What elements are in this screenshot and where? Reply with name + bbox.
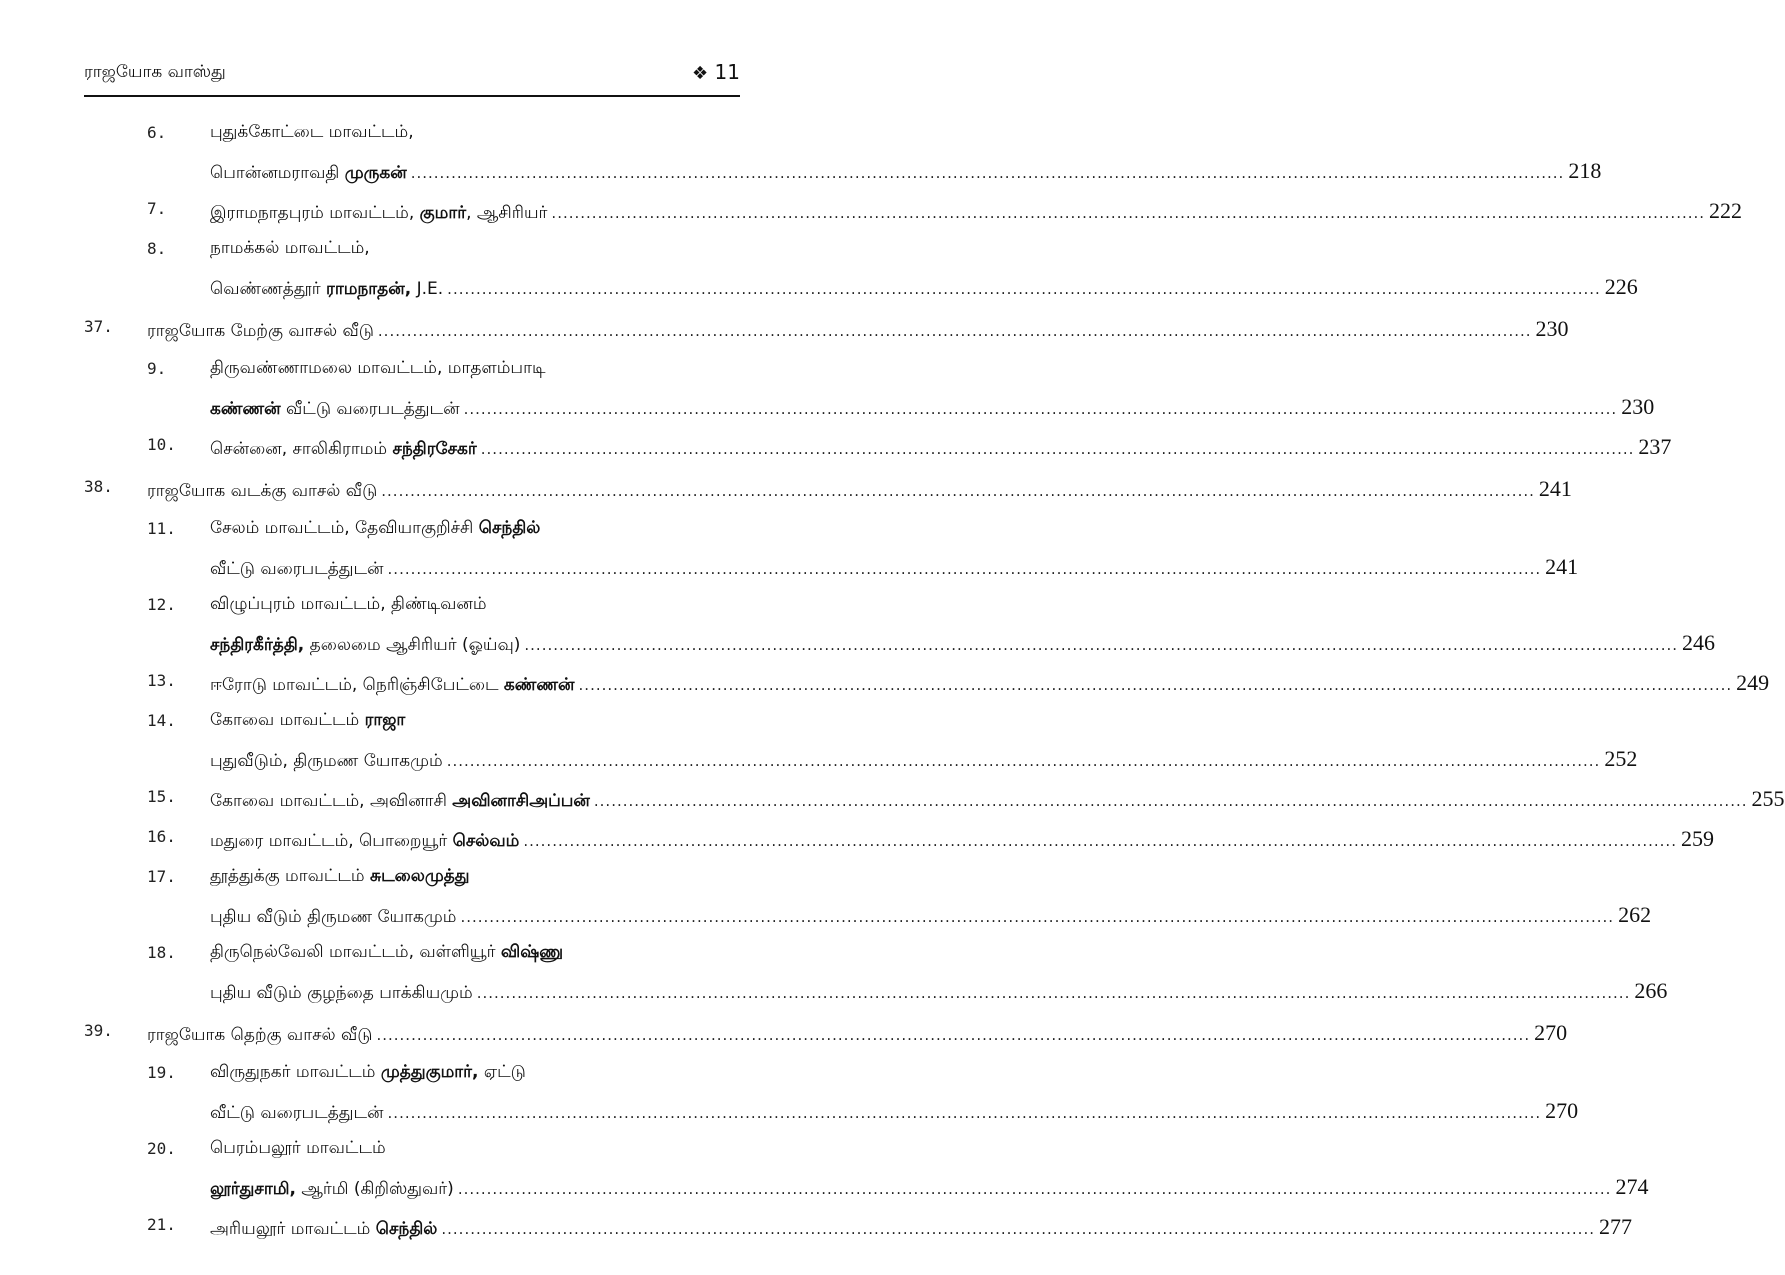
toc-section-entry (0, 118, 1602, 194)
entry-text: விருதுநகர் மாவட்டம் (210, 1062, 381, 1082)
entry-with-page (210, 786, 1785, 813)
entry-name-bold: சுடலைமுத்து (370, 866, 470, 886)
entry-text: ராஜயோக வடக்கு வாசல் வீடு (147, 481, 378, 501)
entry-name-bold: சந்திரசேகர் (392, 439, 477, 459)
entry-text: புதிய வீடும் திருமண யோகமும் (210, 907, 457, 927)
toc-line (0, 1134, 825, 1170)
page-reference: 246 (1682, 630, 1716, 655)
toc-line (0, 1210, 1632, 1246)
toc-line (0, 270, 1638, 306)
entry-name-bold: செல்வம் (452, 831, 520, 851)
entry-name-bold: செந்தில் (375, 1219, 438, 1239)
entry-title (210, 279, 443, 301)
dot-leader: ........................................................................................................................................................................................................ (551, 204, 1706, 222)
page-reference: 222 (1709, 198, 1743, 223)
entry-with-page (210, 1214, 1632, 1241)
entry-text: பெரம்பலூர் மாவட்டம் (210, 1138, 386, 1158)
toc-chapter-entry (0, 1016, 1568, 1058)
entry-title (210, 238, 370, 260)
dot-leader: ........................................................................................................................................................................................................ (387, 1104, 1542, 1122)
toc-line (0, 154, 1602, 190)
dot-leader: ........................................................................................................................................................................................................ (476, 984, 1631, 1002)
toc-section-entry (0, 862, 1652, 938)
dot-leader: ........................................................................................................................................................................................................ (447, 280, 1601, 298)
page-reference: 277 (1599, 1214, 1632, 1239)
entry-with-page (210, 554, 1579, 581)
entry-number: 37. (84, 317, 113, 336)
entry-title (210, 866, 470, 888)
entry-title (210, 907, 456, 929)
entry-title (210, 1219, 437, 1241)
toc-line (0, 822, 1714, 858)
entry-name-bold: ராஜா (364, 710, 406, 730)
entry-with-page (147, 476, 1572, 503)
entry-text: புதிய வீடும் குழந்தை பாக்கியமும் (210, 983, 473, 1003)
entry-number: 19. (147, 1063, 176, 1082)
page-reference: 252 (1604, 746, 1638, 771)
toc-section-entry (0, 782, 1785, 822)
toc-section-entry (0, 354, 1655, 430)
entry-name-bold: அவினாசிஅப்பன் (452, 791, 590, 811)
entry-number: 12. (147, 595, 176, 614)
toc-line (0, 312, 1569, 348)
entry-with-page (210, 434, 1672, 461)
entry-with-page (147, 1020, 1568, 1047)
entry-with-page (210, 670, 1770, 697)
dot-leader: ........................................................................................................................................................................................................ (578, 676, 1733, 694)
entry-title (210, 399, 460, 421)
toc-section-entry (0, 590, 1716, 666)
entry-with-page (210, 826, 1714, 853)
entry-title (147, 481, 377, 503)
entry-number: 11. (147, 519, 176, 538)
entry-text: தூத்துக்கு மாவட்டம் (210, 866, 370, 886)
entry-spacer (0, 1246, 825, 1250)
entry-number: 7. (147, 199, 167, 218)
entry-title (210, 791, 590, 813)
entry-text: கோவை மாவட்டம் (210, 710, 365, 730)
toc-line (0, 1016, 1568, 1052)
dot-leader: ........................................................................................................................................................................................................ (387, 560, 1542, 578)
entry-text: பொன்னமராவதி (210, 163, 345, 183)
toc-line (0, 938, 825, 974)
entry-text: மதுரை மாவட்டம், பொறையூர் (210, 831, 453, 851)
page-reference: 270 (1534, 1020, 1568, 1045)
toc-line (0, 1170, 1649, 1206)
page-reference: 255 (1751, 786, 1785, 811)
toc-section-entry (0, 938, 1668, 1016)
toc-line (0, 706, 825, 742)
toc-line (0, 782, 1785, 818)
entry-text: திருநெல்வேலி மாவட்டம், வள்ளியூர் (210, 942, 501, 962)
entry-text: சென்னை, சாலிகிராமம் (210, 439, 393, 459)
page-reference: 259 (1680, 826, 1714, 851)
entry-name-bold: சந்திரகீர்த்தி, (210, 635, 305, 655)
entry-text: இராமநாதபுரம் மாவட்டம், (210, 203, 420, 223)
dot-leader: ........................................................................................................................................................................................................ (377, 322, 1532, 340)
entry-text: ஆர்மி (கிறிஸ்துவர்) (295, 1179, 454, 1199)
entry-name-bold: முத்துகுமார், (380, 1062, 479, 1082)
entry-title (210, 710, 405, 732)
page-reference: 226 (1604, 274, 1638, 299)
entry-text: வீட்டு வரைபடத்துடன் (210, 1103, 384, 1123)
entry-name-bold: செந்தில் (478, 518, 541, 538)
toc-section-entry (0, 194, 1743, 234)
toc-chapter-entry (0, 472, 1572, 514)
entry-text: சேலம் மாவட்டம், தேவியாகுறிச்சி (210, 518, 479, 538)
running-title: ராஜயோக வாஸ்து (84, 62, 226, 82)
entry-text: ஏட்டு (478, 1062, 526, 1082)
entry-number: 39. (84, 1021, 113, 1040)
toc-section-entry (0, 1058, 1579, 1134)
entry-title (210, 163, 407, 185)
toc-chapter-entry (0, 312, 1569, 354)
toc-line (0, 390, 1655, 426)
entry-title (210, 122, 414, 144)
entry-title (210, 1179, 454, 1201)
dot-leader: ........................................................................................................................................................................................................ (410, 164, 1565, 182)
entry-name-bold: விஷ்ணு (500, 942, 564, 962)
entry-text: அரியலூர் மாவட்டம் (210, 1219, 376, 1239)
page-reference: 241 (1545, 554, 1579, 579)
dot-leader: ........................................................................................................................................................................................................ (523, 832, 1677, 850)
page-reference: 274 (1615, 1174, 1649, 1199)
entry-name-bold: கண்ணன் (503, 675, 575, 695)
toc-section-entry (0, 430, 1672, 472)
entry-title (210, 1062, 526, 1084)
entry-number: 18. (147, 943, 176, 962)
entry-title (210, 439, 477, 461)
ornament-icon: ❖ (692, 63, 709, 84)
toc-section-entry (0, 822, 1714, 862)
entry-title (147, 321, 374, 343)
entry-text: வெண்ணத்தூர் (210, 279, 327, 299)
entry-number: 15. (147, 787, 176, 806)
entry-text: திருவண்ணாமலை மாவட்டம், மாதளம்பாடி (210, 358, 546, 378)
entry-number: 9. (147, 359, 167, 378)
entry-with-page (210, 746, 1638, 773)
toc-line (0, 550, 1579, 586)
entry-title (147, 1025, 372, 1047)
page-number (692, 60, 740, 84)
dot-leader: ........................................................................................................................................................................................................ (463, 400, 1618, 418)
entry-text: ஈரோடு மாவட்டம், நெரிஞ்சிபேட்டை (210, 675, 504, 695)
toc-line (0, 666, 1770, 702)
entry-text: விழுப்புரம் மாவட்டம், திண்டிவனம் (210, 594, 487, 614)
dot-leader: ........................................................................................................................................................................................................ (460, 908, 1615, 926)
table-of-contents (0, 118, 1785, 1250)
entry-text: தலைமை ஆசிரியர் (ஓய்வு) (304, 635, 521, 655)
toc-line (0, 1058, 825, 1094)
page-reference: 266 (1634, 978, 1668, 1003)
entry-name-bold: ராமநாதன், (326, 279, 412, 299)
page-reference: 218 (1568, 158, 1602, 183)
entry-text: J.E. (411, 279, 444, 299)
entry-number: 13. (147, 671, 176, 690)
toc-line (0, 234, 825, 270)
entry-number: 38. (84, 477, 113, 496)
header-rule (84, 95, 740, 97)
entry-title (210, 751, 443, 773)
entry-number: 16. (147, 827, 176, 846)
toc-line (0, 354, 825, 390)
entry-text: வீட்டு வரைபடத்துடன் (210, 559, 384, 579)
entry-title (210, 203, 547, 225)
entry-with-page (147, 316, 1569, 343)
entry-with-page (210, 902, 1652, 929)
entry-text: , ஆசிரியர் (466, 203, 548, 223)
toc-line (0, 898, 1652, 934)
toc-line (0, 590, 825, 626)
entry-title (210, 1138, 386, 1160)
entry-title (210, 675, 575, 697)
entry-name-bold: கண்ணன் (210, 399, 281, 419)
dot-leader: ........................................................................................................................................................................................................ (441, 1220, 1595, 1238)
entry-number: 20. (147, 1139, 176, 1158)
toc-line (0, 118, 825, 154)
entry-with-page (210, 198, 1743, 225)
entry-text: ராஜயோக தெற்கு வாசல் வீடு (147, 1025, 373, 1045)
entry-title (210, 942, 563, 964)
dot-leader: ........................................................................................................................................................................................................ (446, 752, 1601, 770)
entry-text: புதுக்கோட்டை மாவட்டம், (210, 122, 414, 142)
dot-leader: ........................................................................................................................................................................................................ (457, 1180, 1612, 1198)
entry-with-page (210, 274, 1638, 301)
entry-text: ராஜயோக மேற்கு வாசல் வீடு (147, 321, 374, 341)
folio-number: 11 (714, 60, 740, 84)
entry-text: வீட்டு வரைபடத்துடன் (280, 399, 460, 419)
entry-title (210, 1103, 384, 1125)
toc-section-entry (0, 234, 1638, 312)
entry-title (210, 635, 520, 657)
page-reference: 249 (1736, 670, 1770, 695)
page-reference: 262 (1618, 902, 1652, 927)
entry-title (210, 518, 540, 540)
entry-title (210, 594, 487, 616)
entry-with-page (210, 630, 1716, 657)
entry-number: 10. (147, 435, 176, 454)
toc-line (0, 514, 825, 550)
dot-leader: ........................................................................................................................................................................................................ (480, 440, 1635, 458)
page-reference: 270 (1545, 1098, 1579, 1123)
toc-section-entry (0, 706, 1638, 782)
entry-text: கோவை மாவட்டம், அவினாசி (210, 791, 453, 811)
entry-title (210, 831, 519, 853)
toc-line (0, 974, 1668, 1010)
page-reference: 230 (1535, 316, 1569, 341)
entry-name-bold: முருகன் (344, 163, 407, 183)
entry-name-bold: குமார் (419, 203, 467, 223)
entry-text: நாமக்கல் மாவட்டம், (210, 238, 370, 258)
entry-with-page (210, 394, 1655, 421)
entry-number: 14. (147, 711, 176, 730)
toc-line (0, 862, 825, 898)
entry-number: 6. (147, 123, 167, 142)
toc-section-entry (0, 1134, 1649, 1210)
entry-number: 21. (147, 1215, 176, 1234)
entry-with-page (210, 158, 1602, 185)
page-reference: 237 (1638, 434, 1672, 459)
page-reference: 230 (1621, 394, 1655, 419)
running-head (84, 60, 740, 90)
toc-line (0, 742, 1638, 778)
entry-with-page (210, 978, 1668, 1005)
dot-leader: ........................................................................................................................................................................................................ (524, 636, 1679, 654)
dot-leader: ........................................................................................................................................................................................................ (593, 792, 1748, 810)
entry-number: 8. (147, 239, 167, 258)
entry-with-page (210, 1174, 1649, 1201)
entry-name-bold: லூர்துசாமி, (210, 1179, 296, 1199)
entry-text: புதுவீடும், திருமண யோகமும் (210, 751, 443, 771)
toc-line (0, 430, 1672, 466)
toc-section-entry (0, 514, 1579, 590)
toc-section-entry (0, 1210, 1632, 1250)
entry-with-page (210, 1098, 1579, 1125)
toc-line (0, 1094, 1579, 1130)
dot-leader: ........................................................................................................................................................................................................ (376, 1026, 1531, 1044)
entry-title (210, 559, 384, 581)
entry-title (210, 358, 545, 380)
dot-leader: ........................................................................................................................................................................................................ (381, 482, 1535, 500)
entry-title (210, 983, 473, 1005)
entry-number: 17. (147, 867, 176, 886)
toc-line (0, 194, 1743, 230)
toc-section-entry (0, 666, 1770, 706)
toc-line (0, 626, 1716, 662)
page-reference: 241 (1538, 476, 1572, 501)
toc-line (0, 472, 1572, 508)
